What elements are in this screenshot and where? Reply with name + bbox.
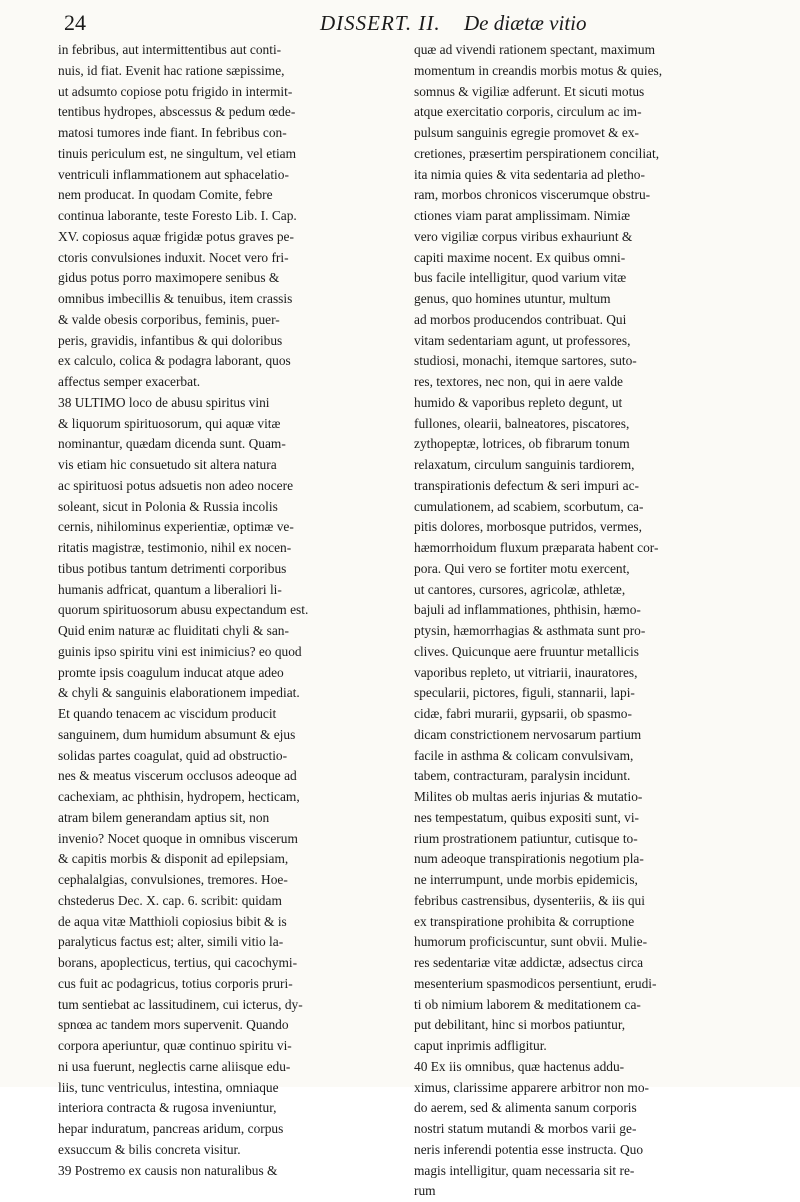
text-line: nes & meatus viscerum occlusos adeoque ad — [58, 768, 297, 784]
text-line: caput inprimis adfligitur. — [414, 1038, 547, 1053]
text-line: specularii, pictores, figuli, stannarii, lapi- — [414, 685, 635, 701]
text-line: ram, morbos chronicos viscerumque obstru- — [414, 187, 651, 203]
right-text-column — [414, 40, 752, 1199]
text-line: affectus semper exacerbat. — [58, 374, 201, 389]
text-line: exsuccum & bilis concreta visitur. — [58, 1141, 241, 1157]
text-line: num adeoque transpirationis negotium pla- — [414, 851, 644, 867]
text-line: humido & vaporibus repleto degunt, ut — [414, 394, 623, 410]
text-line: & liquorum spirituosorum, qui aquæ vitæ — [58, 415, 281, 431]
text-line: nem producat. In quodam Comite, febre — [58, 187, 273, 203]
text-line: tibus potibus tantum detrimenti corporibus — [58, 560, 287, 576]
text-line: XV. copiosus aquæ frigidæ potus graves pe- — [58, 228, 294, 244]
text-line: spnœa ac tandem mors supervenit. Quando — [58, 1017, 289, 1033]
text-line: pulsum sanguinis egregie promovet & ex- — [414, 125, 639, 140]
text-line: ex calculo, colica & podagra laborant, quos — [58, 353, 291, 369]
running-title: De diætæ vitio — [464, 11, 587, 35]
text-line: Milites ob multas aeris injurias & mutatio- — [414, 789, 643, 804]
text-line: capiti maxime nocent. Ex quibus omni- — [414, 249, 626, 265]
text-line: nostri statum mutandi & morbos varii ge- — [414, 1121, 637, 1136]
text-line: cernis, nihilominus experientiæ, optimæ ve- — [58, 519, 294, 535]
text-line: ctoris convulsiones induxit. Nocet vero fri- — [58, 249, 289, 265]
text-line: ximus, clarissime apparere arbitror non mo- — [414, 1079, 650, 1095]
text-line: atram bilem generandam aptius sit, non — [58, 809, 270, 825]
text-line: tentibus hydropes, abscessus & pedum œde- — [58, 104, 296, 120]
text-line: solidas partes coagulat, quid ad obstructio- — [58, 747, 288, 763]
left-text-column — [58, 40, 396, 1178]
text-line: & capitis morbis & disponit ad epilepsiam, — [58, 851, 289, 867]
text-line: ex transpiratione prohibita & corruptione — [414, 913, 635, 929]
text-line: nuis, id fiat. Evenit hac ratione sæpissime, — [58, 62, 285, 78]
text-line: matosi tumores inde fiant. In febribus con- — [58, 125, 287, 140]
text-line: vaporibus repleto, ut vitriarii, inauratores, — [414, 664, 638, 680]
text-line: ita nimia quies & vita sedentaria ad pletho- — [414, 166, 645, 182]
text-line: quorum spirituosorum abusu expectandum est. — [58, 602, 309, 618]
text-line: omnibus imbecillis & tenuibus, item crassis — [58, 291, 293, 306]
text-line: put debilitant, hinc si morbos patiuntur, — [414, 1017, 626, 1033]
text-line: cus fuit ac podagricus, totius corporis pruri- — [58, 975, 293, 991]
text-line: ti ob nimium laborem & meditationem ca- — [414, 996, 641, 1012]
text-line: pitis dolores, morbosque putridos, vermes, — [414, 519, 642, 535]
text-line: dicam constrictionem nervosarum partium — [414, 726, 642, 742]
text-line: clives. Quicunque aere fruuntur metallicis — [414, 643, 639, 659]
text-line: nes tempestatum, quibus expositi sunt, vi- — [414, 809, 640, 825]
text-line: liis, tunc ventriculus, intestina, omniaque — [58, 1079, 279, 1095]
text-line: nominantur, quædam dicenda sunt. Quam- — [58, 436, 286, 452]
text-line: cachexiam, ac phthisin, hydropem, hecticam, — [58, 789, 300, 804]
text-line: atque exercitatio corporis, circulum ac im- — [414, 104, 642, 120]
text-line: febribus castrensibus, dysenteriis, & iis qui — [414, 892, 645, 908]
text-line: zythopeptæ, lotrices, ob fibrarum tonum — [414, 436, 630, 452]
text-line: cephalalgias, convulsiones, tremores. Hoe- — [58, 872, 288, 887]
text-line: tinuis periculum est, ne singultum, vel etiam — [58, 145, 297, 161]
text-line: humorum proficiscuntur, sunt obvii. Mulie- — [414, 934, 648, 950]
text-line: soleant, sicut in Polonia & Russia incolis — [58, 498, 278, 514]
running-head — [64, 8, 754, 38]
text-line: tabem, contracturam, paralysin incidunt. — [414, 768, 631, 784]
text-line: facile in asthma & colicam convulsivam, — [414, 747, 634, 763]
text-line: 39 Postremo ex causis non naturalibus & — [58, 1162, 278, 1178]
text-line: genus, quo homines utuntur, multum — [414, 291, 611, 306]
text-line: ni usa fuerunt, neglectis carne aliisque edu- — [58, 1058, 291, 1074]
text-line: humanis adfricat, quantum a liberaliori li- — [58, 581, 282, 597]
text-line: sanguinem, dum humidum absumunt & ejus — [58, 726, 296, 742]
text-line: magis intelligitur, quam necessaria sit re- — [414, 1162, 635, 1178]
text-line: studiosi, monachi, itemque sartores, suto- — [414, 353, 637, 369]
text-line: & chyli & sanguinis elaborationem impediat. — [58, 685, 300, 701]
text-line: cidæ, fabri murarii, gypsarii, ob spasmo- — [414, 706, 632, 721]
text-line: Et quando tenacem ac viscidum producit — [58, 706, 277, 721]
text-line: cumulationem, ad scabiem, scorbutum, ca- — [414, 498, 644, 514]
text-line: transpirationis defectum & seri impuri ac- — [414, 477, 639, 493]
text-line: relaxatum, circulum sanguinis tardiorem, — [414, 457, 635, 472]
text-line: mesenterium spasmodicos persentiunt, erudi- — [414, 975, 657, 991]
text-line: interiora contracta & rugosa inveniuntur, — [58, 1100, 277, 1116]
page-number: 24 — [64, 10, 86, 35]
text-line: ut cantores, cursores, agricolæ, athletæ, — [414, 581, 626, 597]
text-line: & valde obesis corporibus, feminis, puer- — [58, 311, 280, 327]
text-line: paralyticus factus est; alter, simili vitio la- — [58, 934, 284, 950]
text-line: guinis ipso spiritu vini est inimicius? eo quod — [58, 643, 302, 659]
text-line: tum sentiebat ac lassitudinem, cui icterus, dy- — [58, 996, 303, 1012]
text-line: hepar induratum, pancreas aridum, corpus — [58, 1121, 284, 1136]
text-line: fullones, olearii, balneatores, piscatores, — [414, 415, 630, 431]
text-line: de aqua vitæ Matthioli copiosius bibit & is — [58, 913, 287, 929]
text-line: rum — [414, 1183, 436, 1199]
text-line: ut adsumto copiose potu frigido in intermit- — [58, 83, 293, 99]
text-line: corpora aperiuntur, quæ continuo spiritu vi- — [58, 1038, 292, 1053]
text-line: bus facile intelligitur, quod varium vitæ — [414, 270, 627, 286]
text-line: Quid enim naturæ ac fluiditati chyli & san- — [58, 623, 289, 638]
text-line: gidus potus porro maximopere senibus & — [58, 270, 280, 286]
text-line: do aerem, sed & alimenta sanum corporis — [414, 1100, 637, 1116]
text-line: in febribus, aut intermittentibus aut conti- — [58, 42, 282, 57]
text-line: ad morbos producendos contribuat. Qui — [414, 311, 627, 327]
text-line: bajuli ad inflammationes, phthisin, hæmo- — [414, 602, 641, 618]
text-line: 38 ULTIMO loco de abusu spiritus vini — [58, 394, 270, 410]
text-line: invenio? Nocet quoque in omnibus viscerum — [58, 830, 298, 846]
text-line: neris inferendi potentia esse instructa. Quo — [414, 1141, 644, 1157]
text-line: pora. Qui vero se fortiter motu exercent, — [414, 560, 630, 576]
text-line: chstederus Dec. X. cap. 6. scribit: quidam — [58, 892, 282, 908]
text-line: hæmorrhoidum fluxum præparata habent cor- — [414, 540, 659, 555]
text-line: ventriculi inflammationem aut sphacelatio- — [58, 166, 289, 182]
text-line: ritatis magistræ, testimonio, nihil ex nocen- — [58, 540, 292, 555]
text-line: vis etiam hic consuetudo sit altera natura — [58, 457, 277, 472]
text-line: continua laborante, teste Foresto Lib. I. Cap. — [58, 208, 297, 223]
text-line: res, textores, nec non, qui in aere valde — [414, 374, 623, 389]
text-line: ne interrumpunt, unde morbis epidemicis, — [414, 872, 638, 887]
text-line: res sedentariæ vitæ addictæ, adsectus circa — [414, 955, 644, 970]
text-line: ac spirituosi potus adsuetis non adeo nocere — [58, 477, 294, 493]
text-line: peris, gravidis, infantibus & qui doloribus — [58, 332, 283, 348]
text-line: vero vigiliæ corpus viribus exhauriunt & — [414, 228, 633, 244]
text-line: promte ipsis coagulum inducat atque adeo — [58, 664, 284, 680]
text-line: 40 Ex iis omnibus, quæ hactenus addu- — [414, 1058, 625, 1074]
text-line: rium prostrationem patiuntur, cutisque to- — [414, 830, 638, 846]
dissertation-label: DISSERT. II. — [320, 11, 441, 35]
text-line: vitam sedentariam agunt, ut professores, — [414, 332, 631, 348]
text-line: borans, apoplecticus, tertius, qui cacochymi- — [58, 955, 298, 970]
text-line: ctiones viam parat amplissimam. Nimiæ — [414, 208, 631, 223]
text-line: quæ ad vivendi rationem spectant, maximum — [414, 42, 655, 57]
text-line: cretiones, præsertim perspirationem conciliat, — [414, 145, 660, 161]
text-line: somnus & vigiliæ adferunt. Et sicuti motus — [414, 83, 645, 99]
text-line: momentum in creandis morbis motus & quies, — [414, 62, 663, 78]
text-line: ptysin, hæmorrhagias & asthmata sunt pro- — [414, 623, 646, 638]
